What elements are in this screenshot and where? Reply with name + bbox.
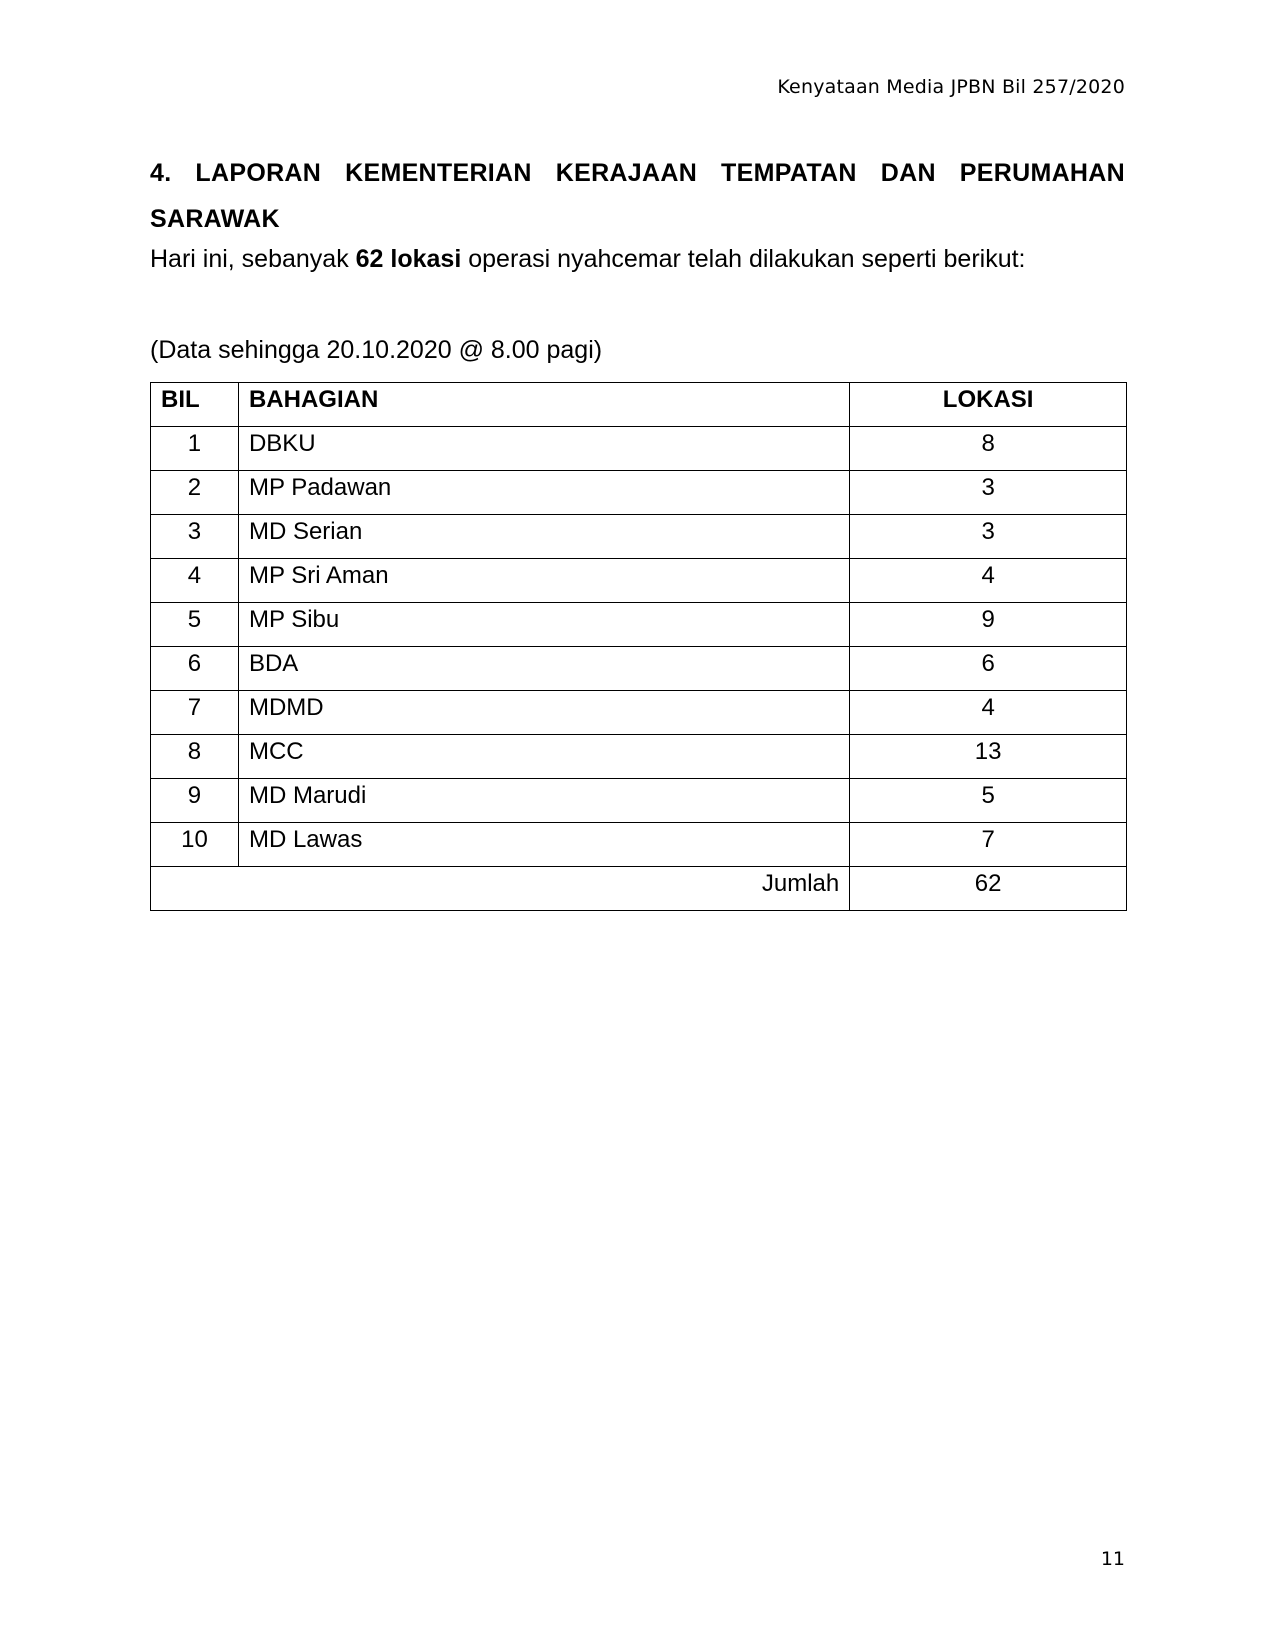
total-value: 62 — [850, 867, 1127, 911]
cell-bahagian: MP Sri Aman — [238, 559, 849, 603]
cell-bil: 3 — [151, 515, 239, 559]
table-row — [151, 735, 1127, 779]
cell-lokasi: 5 — [850, 779, 1127, 823]
cell-bil: 8 — [151, 735, 239, 779]
cell-bahagian: MD Marudi — [238, 779, 849, 823]
intro-prefix: Hari ini, sebanyak — [150, 245, 356, 273]
intro-bold-count: 62 lokasi — [355, 245, 462, 273]
intro-suffix: operasi nyahcemar telah dilakukan seperti berikut: — [461, 245, 1026, 273]
cell-bahagian: MD Lawas — [238, 823, 849, 867]
cell-lokasi: 4 — [850, 691, 1127, 735]
cell-bil: 7 — [151, 691, 239, 735]
header-lokasi: LOKASI — [850, 383, 1127, 427]
cell-bil: 4 — [151, 559, 239, 603]
table-row — [151, 779, 1127, 823]
table-row — [151, 559, 1127, 603]
cell-bil: 9 — [151, 779, 239, 823]
cell-bahagian: MD Serian — [238, 515, 849, 559]
cell-bil: 10 — [151, 823, 239, 867]
date-note: (Data sehingga 20.10.2020 @ 8.00 pagi) — [150, 336, 603, 364]
table-row — [151, 427, 1127, 471]
cell-bahagian: MDMD — [238, 691, 849, 735]
cell-lokasi: 4 — [850, 559, 1127, 603]
location-table — [150, 382, 1127, 911]
table-row — [151, 691, 1127, 735]
table-row — [151, 471, 1127, 515]
table-total-row — [151, 867, 1127, 911]
table-row — [151, 823, 1127, 867]
table-header-row — [151, 383, 1127, 427]
intro-paragraph — [150, 245, 1026, 274]
cell-lokasi: 3 — [850, 471, 1127, 515]
cell-lokasi: 6 — [850, 647, 1127, 691]
cell-bil: 1 — [151, 427, 239, 471]
document-reference: Kenyataan Media JPBN Bil 257/2020 — [777, 76, 1125, 98]
cell-bahagian: MP Sibu — [238, 603, 849, 647]
cell-lokasi: 8 — [850, 427, 1127, 471]
section-heading: 4. LAPORAN KEMENTERIAN KERAJAAN TEMPATAN DAN PERUMAHAN SARAWAK — [150, 159, 1125, 233]
cell-bahagian: BDA — [238, 647, 849, 691]
table-row — [151, 603, 1127, 647]
header-bahagian: BAHAGIAN — [238, 383, 849, 427]
cell-lokasi: 7 — [850, 823, 1127, 867]
cell-bil: 6 — [151, 647, 239, 691]
cell-bahagian: DBKU — [238, 427, 849, 471]
header-bil: BIL — [151, 383, 239, 427]
page-number: 11 — [1100, 1548, 1125, 1570]
table-row — [151, 515, 1127, 559]
table-row — [151, 647, 1127, 691]
total-label: Jumlah — [151, 867, 850, 911]
cell-bahagian: MCC — [238, 735, 849, 779]
cell-bahagian: MP Padawan — [238, 471, 849, 515]
cell-bil: 2 — [151, 471, 239, 515]
cell-lokasi: 3 — [850, 515, 1127, 559]
cell-bil: 5 — [151, 603, 239, 647]
cell-lokasi: 9 — [850, 603, 1127, 647]
cell-lokasi: 13 — [850, 735, 1127, 779]
